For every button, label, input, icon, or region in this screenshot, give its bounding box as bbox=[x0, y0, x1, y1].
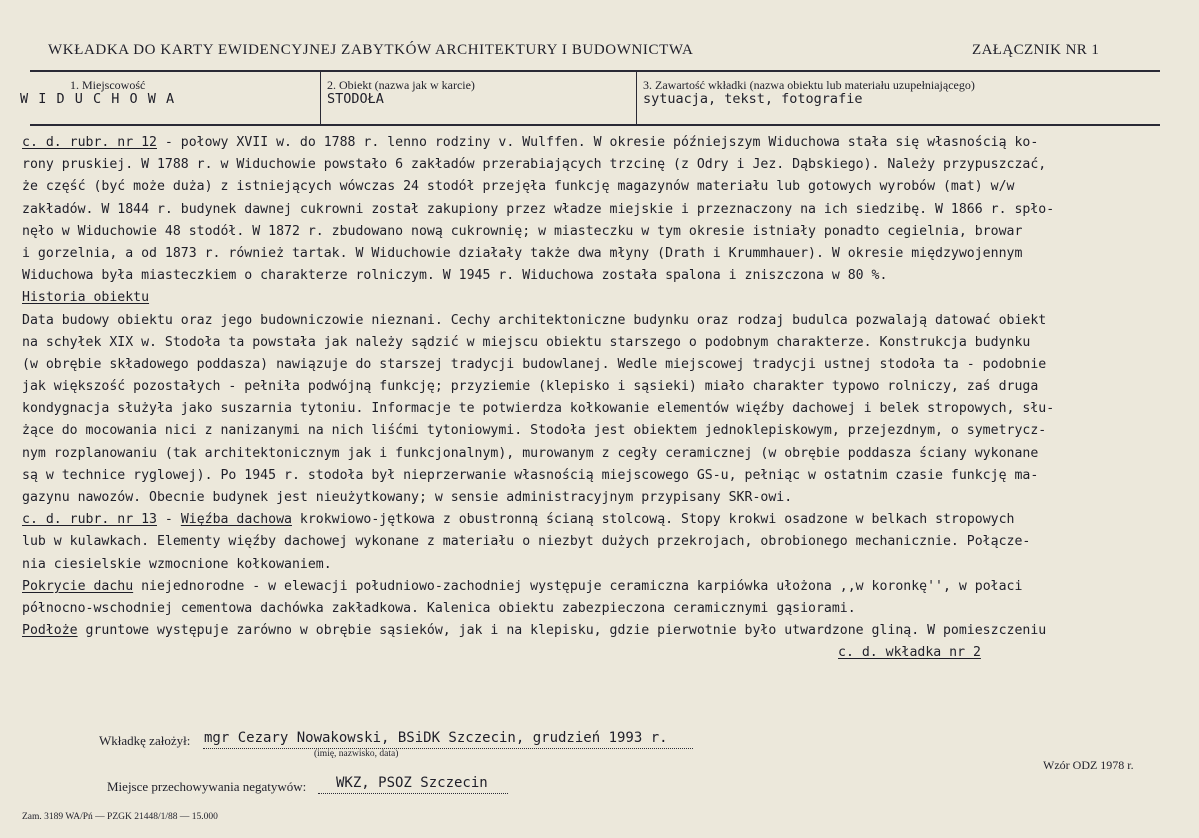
author-dotted-line bbox=[203, 748, 693, 749]
body-line: są w technice ryglowej). Po 1945 r. stodoła był nieprzerwanie własnością miejscowego GS-u, pełniąc w ostatnim czasie funkcję ma- bbox=[22, 467, 1039, 483]
form-template: Wzór ODZ 1978 r. bbox=[1043, 758, 1134, 772]
body-line: i gorzelnia, a od 1873 r. również tartak. W Widuchowie działały także dwa młyny (Drath i Krummhauer). W okresie międzywojennym bbox=[22, 245, 1023, 261]
document-body bbox=[22, 132, 1190, 665]
contents-label: 3. Zawartość wkładki (nazwa obiektu lub materiału uzupełniającego) bbox=[643, 78, 975, 92]
object-label: 2. Obiekt (nazwa jak w karcie) bbox=[327, 78, 475, 92]
separator: - bbox=[156, 512, 181, 528]
body-line bbox=[22, 620, 1190, 642]
negatives-label: Miejsce przechowywania negatywów: bbox=[107, 779, 307, 794]
body-line: kondygnacja służyła jako suszarnia tytoniu. Informacje te potwierdza kołkowanie elementów więźby dachowej i belek stropowych, słu- bbox=[22, 401, 1055, 417]
body-line bbox=[22, 287, 1190, 309]
body-line: Data budowy obiektu oraz jego budowniczowie nieznani. Cechy architektoniczne budynku oraz rodzaj budulca pozwalają datować obiekt bbox=[22, 312, 1047, 328]
body-line: na schyłek XIX w. Stodoła ta powstała jak należy sądzić w miejscu obiektu starszego o podobnym charakterze. Konstrukcja budynku bbox=[22, 334, 1031, 350]
negatives-value: WKZ, PSOZ Szczecin bbox=[336, 775, 488, 791]
body-line: nęło w Widuchowie 48 stodół. W 1872 r. zbudowano nową cukrownię; w miasteczku w tym okresie istniały ponadto cegielnia, browar bbox=[22, 223, 1023, 239]
author-label: Wkładkę założył: bbox=[99, 733, 191, 748]
body-text: gruntowe występuje zarówno w obrębie sąsieków, jak i na klepisku, gdzie pierwotnie było utwardzone gliną. W pomieszczeniu bbox=[77, 623, 1047, 639]
section-heading-floor: Podłoże bbox=[22, 623, 78, 639]
body-line bbox=[22, 576, 1190, 598]
body-line bbox=[22, 642, 1190, 664]
body-line: (w obrębie składowego poddasza) nawiązuje do starszej tradycji budowlanej. Wedle miejscowej tradycji ustnej stodoła ta - podobnie bbox=[22, 356, 1047, 372]
negatives-dotted-line bbox=[318, 793, 508, 794]
body-line bbox=[22, 132, 1190, 154]
body-line: północno-wschodniej cementowa dachówka zakładkowa. Kalenica obiektu zabezpieczona ceramicznymi gąsiorami. bbox=[22, 600, 856, 616]
locality-value: W I D U C H O W A bbox=[20, 91, 176, 107]
section-heading-roofing: Pokrycie dachu bbox=[22, 578, 134, 594]
form-title: WKŁADKA DO KARTY EWIDENCYJNEJ ZABYTKÓW ARCHITEKTURY I BUDOWNICTWA bbox=[48, 42, 694, 58]
body-line: żące do mocowania nici z nanizanymi na nich liśćmi tytoniowymi. Stodoła jest obiektem jednoklepiskowym, przejezdnym, o symetrycz- bbox=[22, 423, 1047, 439]
locality-label: 1. Miejscowość bbox=[70, 78, 146, 92]
contents-cell bbox=[636, 72, 1161, 124]
section-reference: c. d. rubr. nr 13 bbox=[22, 512, 157, 528]
attachment-number: ZAŁĄCZNIK NR 1 bbox=[972, 42, 1100, 58]
body-line: Widuchowa była miasteczkiem o charakterze rolniczym. W 1945 r. Widuchowa została spalona i zniszczona w 80 %. bbox=[22, 268, 888, 284]
body-line: rony pruskiej. W 1788 r. w Widuchowie powstało 6 zakładów przerabiających trzcinę (z Odry i Jez. Dąbskiego). Należy przypuszczać, bbox=[22, 157, 1047, 173]
object-cell bbox=[320, 72, 637, 124]
body-line: nia ciesielskie wzmocnione kołkowaniem. bbox=[22, 556, 332, 572]
object-value: STODOŁA bbox=[327, 91, 384, 107]
header-fields-table bbox=[20, 72, 1160, 124]
print-note: Zam. 3189 WA/Pń — PZGK 21448/1/88 — 15.000 bbox=[22, 812, 218, 822]
continuation-reference: c. d. wkładka nr 2 bbox=[838, 645, 981, 661]
body-line: nym rozplanowaniu (tak architektonicznym jak i funkcjonalnym), murowanym z cegły ceramicznej (w obrębie poddasza ściany wykonane bbox=[22, 445, 1039, 461]
header-bottom-rule bbox=[30, 124, 1160, 126]
body-line bbox=[22, 509, 1190, 531]
body-text: krokwiowo-jętkowa z obustronną ścianą stolcową. Stopy krokwi osadzone w belkach stropowych bbox=[291, 512, 1015, 528]
locality-cell bbox=[20, 72, 320, 124]
body-text: - połowy XVII w. do 1788 r. lenno rodziny v. Wulffen. W okresie późniejszym Widuchowa stała się własnością ko- bbox=[156, 135, 1039, 150]
contents-value: sytuacja, tekst, fotografie bbox=[643, 91, 863, 107]
body-text: niejednorodne - w elewacji południowo-zachodniej występuje ceramiczna karpiówka ułożona ,,w koronkę'', w połaci bbox=[133, 578, 1023, 594]
body-line: zakładów. W 1844 r. budynek dawnej cukrowni został zakupiony przez władze miejskie i przeznaczony na ich siedzibę. W 1866 r. spło- bbox=[22, 201, 1055, 217]
author-sublabel: (imię, nazwisko, data) bbox=[314, 749, 399, 759]
body-line: lub w kulawkach. Elementy więźby dachowej wykonane z materiału o niezbyt dużych przekrojach, obrobionego mechanicznie. Połącze- bbox=[22, 534, 1031, 550]
body-line: że część (być może duża) z istniejących wówczas 24 stodół przejęła funkcję magazynów materiału lub gotowych wyrobów (mat) w/w bbox=[22, 179, 1015, 195]
section-heading-history: Historia obiektu bbox=[22, 290, 150, 306]
section-heading-truss: Więźba dachowa bbox=[180, 512, 292, 528]
body-line: jak większość pozostałych - pełniła podwójną funkcję; przyziemie (klepisko i sąsieki) miało charakter typowo rolniczy, zaś druga bbox=[22, 379, 1039, 395]
author-value: mgr Cezary Nowakowski, BSiDK Szczecin, grudzień 1993 r. bbox=[204, 730, 668, 746]
section-reference: c. d. rubr. nr 12 bbox=[22, 135, 157, 150]
body-line: gazynu nawozów. Obecnie budynek jest nieużytkowany; w sensie administracyjnym przypisany SKR-owi. bbox=[22, 490, 793, 505]
